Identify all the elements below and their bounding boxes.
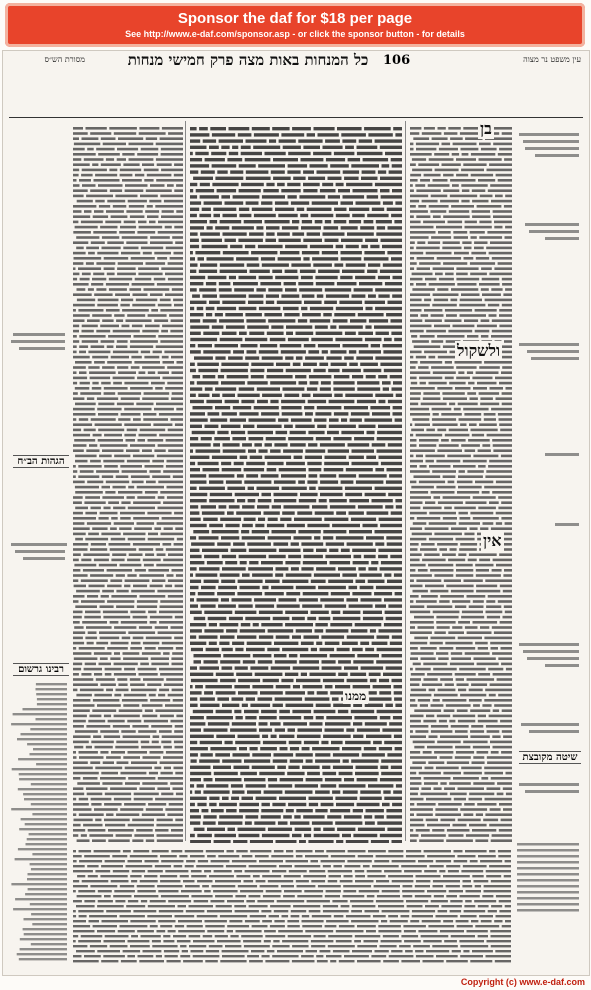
- page-number: 106: [383, 53, 411, 68]
- mesoret-hashas-column: [9, 123, 69, 973]
- chapter-heading: כל המנחות באות מצה פרק חמישי מנחות: [127, 51, 369, 69]
- rabbeinu-gershom-label: רבינו גרשום: [13, 663, 69, 676]
- sponsor-title: Sponsor the daf for $18 per page: [177, 9, 413, 27]
- mesoret-hashas-header: מסורת הש״ס: [44, 55, 85, 64]
- talmud-page-scan: [2, 50, 590, 976]
- hagahot-habach-label: הגהות הב״ח: [13, 455, 69, 468]
- column-divider-left: [185, 121, 186, 841]
- ein-mishpat-header: עין משפט נר מצוה: [523, 55, 581, 64]
- column-divider-right: [405, 121, 406, 841]
- dibur-hamatchil-ein: אין: [483, 531, 502, 550]
- dibur-hamatchil-ben: בן: [480, 119, 492, 138]
- sponsor-link-text[interactable]: See http://www.e-daf.com/sponsor.asp - or click the sponsor button - for details: [125, 28, 465, 39]
- ein-mishpat-column: [515, 123, 583, 973]
- dibur-hamatchil-mimenu: ממנו: [345, 689, 367, 703]
- header-rule: [9, 117, 583, 118]
- copyright-link[interactable]: Copyright (c) www.e-daf.com: [460, 977, 585, 987]
- sponsor-banner[interactable]: [5, 3, 585, 47]
- gemara-column: [188, 123, 402, 843]
- tosafot-column: [71, 123, 183, 843]
- lower-commentary-block: [71, 846, 511, 966]
- rashi-column: [408, 123, 512, 843]
- shita-mekubetzet-label: שיטה מקובצת: [519, 751, 581, 764]
- dibur-hamatchil-velishkol: ולשקול: [457, 341, 501, 360]
